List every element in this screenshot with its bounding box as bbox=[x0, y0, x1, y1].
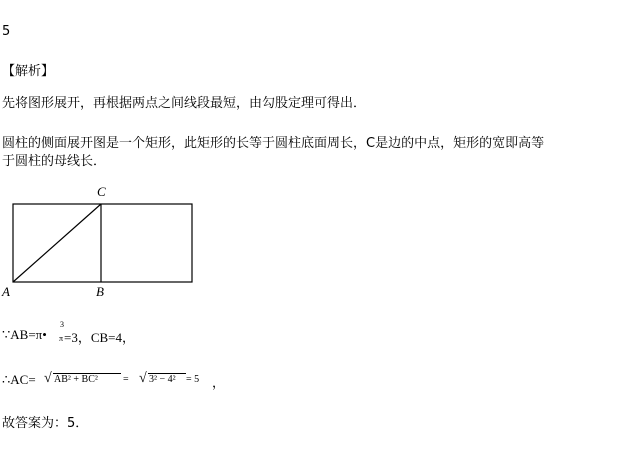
unfolded-rectangle-figure bbox=[0, 182, 210, 304]
label-b: B bbox=[96, 284, 104, 299]
sqrt-sign-2: √ bbox=[139, 371, 147, 386]
eq2-sqrt2: 3² − 4² bbox=[149, 374, 176, 385]
label-a: A bbox=[2, 284, 10, 299]
section-title: 【解析】 bbox=[2, 64, 55, 79]
equation-1 bbox=[2, 320, 202, 350]
intro-text: 先将图形展开，再根据两点之间线段最短，由勾股定理可得出． bbox=[2, 96, 367, 111]
final-answer: 故答案为：5． bbox=[2, 416, 89, 431]
diagonal-ac bbox=[13, 204, 101, 282]
eq1-because: ∵AB=π• bbox=[2, 327, 47, 342]
explanation-line-2: 于圆柱的母线长． bbox=[2, 154, 107, 169]
explanation-line-1: 圆柱的侧面展开图是一个矩形，此矩形的长等于圆柱底面周长，C是边的中点，矩形的宽即高等 bbox=[2, 136, 545, 151]
sqrt-sign-1: √ bbox=[44, 371, 52, 386]
eq2-sqrt1: AB² + BC² bbox=[54, 374, 98, 385]
eq2-tail: ， bbox=[212, 375, 226, 390]
eq2-result: = 5 bbox=[186, 374, 200, 385]
rectangle-outline bbox=[13, 204, 192, 282]
equation-2 bbox=[2, 368, 232, 392]
eq1-rest: =3，CB=4， bbox=[64, 330, 136, 345]
eq1-frac-num: 3 bbox=[60, 320, 64, 329]
eq1-frac-den: π bbox=[59, 334, 64, 343]
eq2-therefore: ∴AC= bbox=[2, 372, 36, 387]
label-c: C bbox=[97, 184, 106, 199]
answer-number: 5 bbox=[2, 24, 11, 39]
eq2-eq: = bbox=[123, 374, 129, 385]
